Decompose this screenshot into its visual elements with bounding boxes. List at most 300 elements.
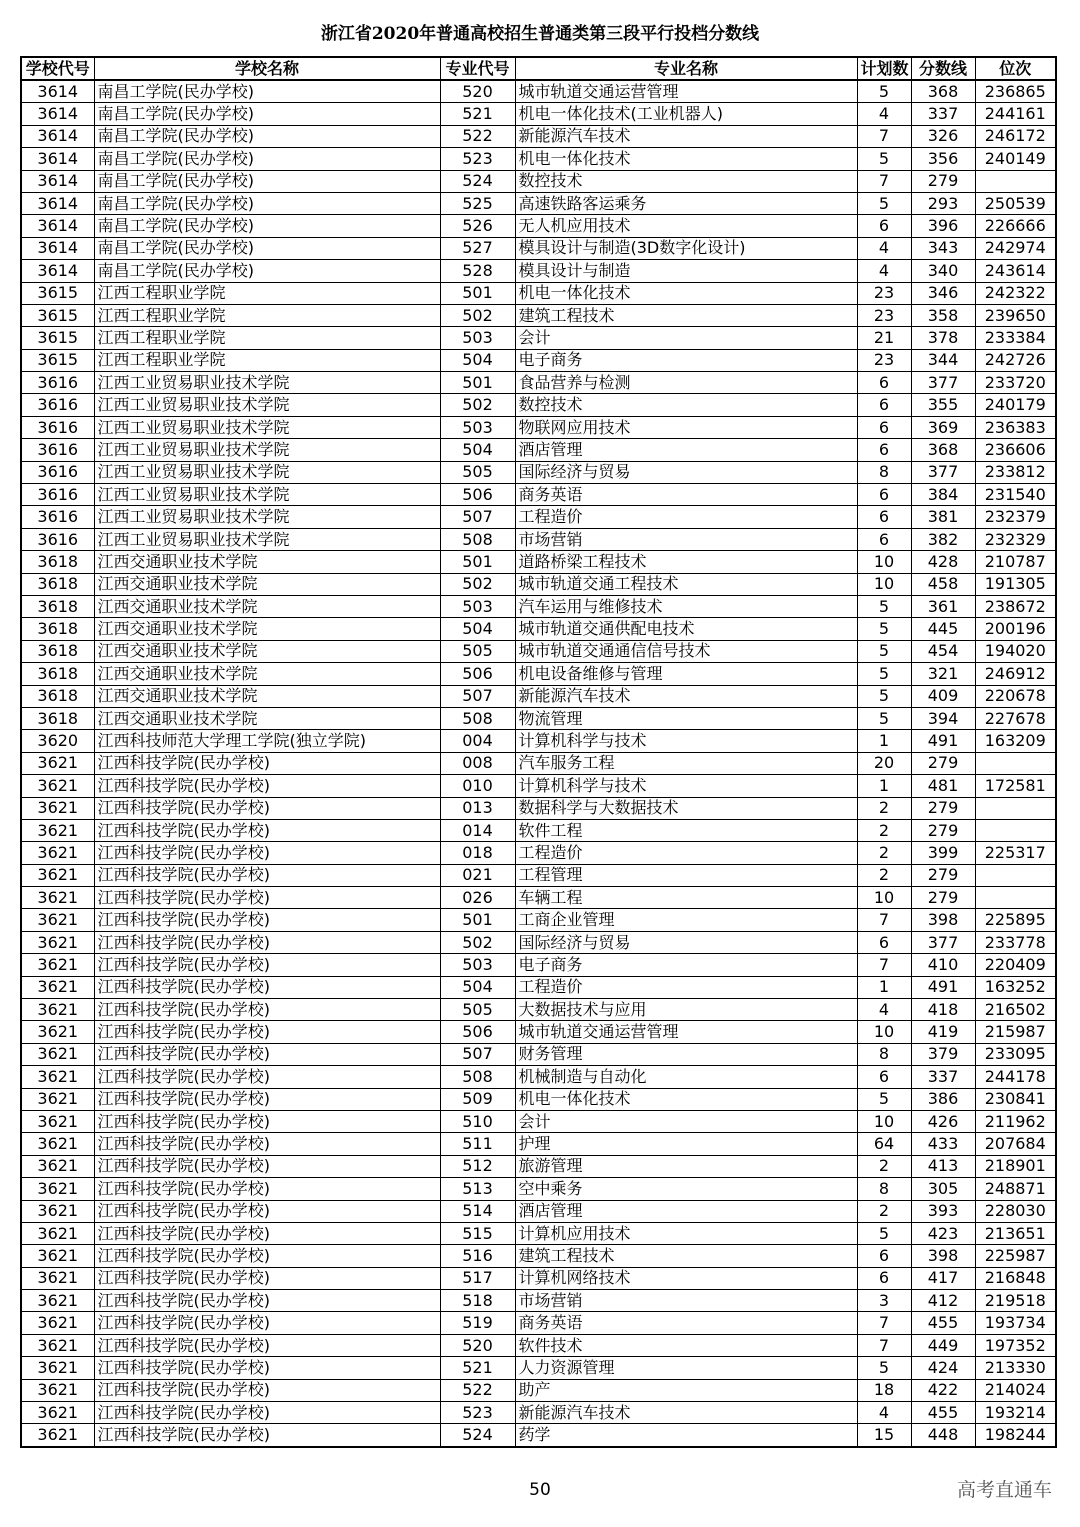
cell-score-line: 381 [911, 506, 975, 528]
cell-major-name: 工程管理 [515, 864, 857, 886]
table-row [21, 573, 1056, 595]
table-header-row [21, 57, 1056, 80]
cell-score-line: 340 [911, 260, 975, 282]
cell-school-code: 3615 [21, 349, 94, 371]
table-row [21, 797, 1056, 819]
cell-rank: 239650 [975, 304, 1056, 326]
cell-school-code: 3615 [21, 327, 94, 349]
cell-plan-count: 10 [857, 1110, 911, 1132]
cell-plan-count: 2 [857, 842, 911, 864]
cell-major-code: 508 [440, 707, 515, 729]
cell-rank: 242974 [975, 237, 1056, 259]
cell-plan-count: 23 [857, 349, 911, 371]
cell-plan-count: 6 [857, 372, 911, 394]
cell-plan-count: 7 [857, 125, 911, 147]
cell-major-code: 503 [440, 416, 515, 438]
cell-rank: 227678 [975, 707, 1056, 729]
cell-score-line: 368 [911, 439, 975, 461]
cell-school-name: 江西科技学院(民办学校) [94, 1267, 440, 1289]
cell-score-line: 369 [911, 416, 975, 438]
cell-major-name: 空中乘务 [515, 1178, 857, 1200]
cell-score-line: 409 [911, 685, 975, 707]
cell-major-code: 506 [440, 1021, 515, 1043]
cell-rank: 233812 [975, 461, 1056, 483]
watermark: 高考直通车 [956, 1479, 1052, 1501]
cell-rank: 198244 [975, 1424, 1056, 1447]
cell-plan-count: 64 [857, 1133, 911, 1155]
cell-score-line: 377 [911, 461, 975, 483]
cell-school-code: 3621 [21, 1133, 94, 1155]
cell-major-code: 508 [440, 528, 515, 550]
cell-major-code: 504 [440, 439, 515, 461]
table-row [21, 819, 1056, 841]
cell-rank: 200196 [975, 618, 1056, 640]
cell-school-code: 3616 [21, 439, 94, 461]
cell-score-line: 423 [911, 1222, 975, 1244]
cell-rank: 242322 [975, 282, 1056, 304]
cell-rank: 191305 [975, 573, 1056, 595]
cell-plan-count: 7 [857, 909, 911, 931]
cell-plan-count: 5 [857, 640, 911, 662]
cell-major-code: 505 [440, 640, 515, 662]
table-row [21, 1110, 1056, 1132]
cell-school-code: 3621 [21, 1379, 94, 1401]
cell-plan-count: 1 [857, 775, 911, 797]
cell-score-line: 481 [911, 775, 975, 797]
cell-rank: 225987 [975, 1245, 1056, 1267]
cell-rank [975, 887, 1056, 909]
cell-rank: 250539 [975, 192, 1056, 214]
cell-school-name: 江西科技学院(民办学校) [94, 775, 440, 797]
cell-score-line: 399 [911, 842, 975, 864]
cell-school-name: 江西工程职业学院 [94, 327, 440, 349]
table-row [21, 1402, 1056, 1424]
cell-score-line: 293 [911, 192, 975, 214]
cell-plan-count: 5 [857, 595, 911, 617]
cell-school-code: 3621 [21, 1110, 94, 1132]
cell-major-code: 018 [440, 842, 515, 864]
cell-school-code: 3615 [21, 282, 94, 304]
cell-score-line: 361 [911, 595, 975, 617]
cell-school-code: 3621 [21, 797, 94, 819]
table-row [21, 730, 1056, 752]
cell-plan-count: 10 [857, 887, 911, 909]
cell-school-name: 江西科技学院(民办学校) [94, 752, 440, 774]
cell-major-name: 酒店管理 [515, 1200, 857, 1222]
table-row [21, 887, 1056, 909]
cell-school-code: 3618 [21, 573, 94, 595]
cell-plan-count: 4 [857, 237, 911, 259]
cell-score-line: 305 [911, 1178, 975, 1200]
cell-school-name: 江西工业贸易职业技术学院 [94, 416, 440, 438]
cell-score-line: 433 [911, 1133, 975, 1155]
cell-rank: 226666 [975, 215, 1056, 237]
cell-major-name: 新能源汽车技术 [515, 685, 857, 707]
cell-school-name: 江西科技学院(民办学校) [94, 1200, 440, 1222]
cell-school-name: 江西科技学院(民办学校) [94, 976, 440, 998]
cell-plan-count: 2 [857, 819, 911, 841]
table-row [21, 148, 1056, 170]
cell-major-name: 工商企业管理 [515, 909, 857, 931]
cell-major-name: 工程造价 [515, 976, 857, 998]
cell-major-name: 数据科学与大数据技术 [515, 797, 857, 819]
cell-school-code: 3621 [21, 1312, 94, 1334]
cell-major-name: 助产 [515, 1379, 857, 1401]
cell-school-code: 3614 [21, 192, 94, 214]
table-row [21, 372, 1056, 394]
header-rank: 位次 [975, 57, 1056, 80]
cell-major-name: 电子商务 [515, 349, 857, 371]
cell-major-code: 508 [440, 1066, 515, 1088]
table-row [21, 1222, 1056, 1244]
cell-major-code: 501 [440, 372, 515, 394]
cell-score-line: 378 [911, 327, 975, 349]
cell-school-code: 3614 [21, 80, 94, 103]
table-row [21, 618, 1056, 640]
cell-score-line: 377 [911, 931, 975, 953]
cell-rank: 232379 [975, 506, 1056, 528]
cell-school-name: 江西交通职业技术学院 [94, 551, 440, 573]
cell-plan-count: 4 [857, 103, 911, 125]
cell-school-code: 3621 [21, 819, 94, 841]
cell-rank: 248871 [975, 1178, 1056, 1200]
cell-school-name: 江西交通职业技术学院 [94, 618, 440, 640]
cell-major-code: 515 [440, 1222, 515, 1244]
cell-major-code: 519 [440, 1312, 515, 1334]
cell-score-line: 424 [911, 1357, 975, 1379]
cell-score-line: 382 [911, 528, 975, 550]
cell-school-name: 江西工业贸易职业技术学院 [94, 372, 440, 394]
cell-plan-count: 7 [857, 954, 911, 976]
cell-score-line: 454 [911, 640, 975, 662]
cell-school-name: 江西科技学院(民办学校) [94, 999, 440, 1021]
cell-major-name: 工程造价 [515, 842, 857, 864]
header-major-code: 专业代号 [440, 57, 515, 80]
cell-school-name: 江西科技学院(民办学校) [94, 1133, 440, 1155]
cell-school-name: 江西科技学院(民办学校) [94, 1110, 440, 1132]
cell-major-code: 503 [440, 954, 515, 976]
cell-school-name: 南昌工学院(民办学校) [94, 237, 440, 259]
cell-plan-count: 10 [857, 1021, 911, 1043]
cell-plan-count: 23 [857, 282, 911, 304]
cell-major-code: 501 [440, 909, 515, 931]
cell-major-code: 505 [440, 461, 515, 483]
cell-major-code: 026 [440, 887, 515, 909]
cell-school-name: 江西交通职业技术学院 [94, 640, 440, 662]
cell-plan-count: 6 [857, 1267, 911, 1289]
cell-rank: 225317 [975, 842, 1056, 864]
cell-major-name: 城市轨道交通通信信号技术 [515, 640, 857, 662]
cell-major-code: 507 [440, 685, 515, 707]
cell-plan-count: 3 [857, 1290, 911, 1312]
cell-major-name: 计算机科学与技术 [515, 775, 857, 797]
table-row [21, 685, 1056, 707]
cell-major-name: 城市轨道交通工程技术 [515, 573, 857, 595]
cell-school-name: 江西科技学院(民办学校) [94, 1357, 440, 1379]
cell-score-line: 279 [911, 752, 975, 774]
cell-major-code: 004 [440, 730, 515, 752]
cell-plan-count: 5 [857, 1088, 911, 1110]
header-major-name: 专业名称 [515, 57, 857, 80]
cell-major-name: 物联网应用技术 [515, 416, 857, 438]
cell-major-name: 商务英语 [515, 484, 857, 506]
table-row [21, 416, 1056, 438]
cell-school-code: 3621 [21, 1267, 94, 1289]
cell-school-code: 3618 [21, 640, 94, 662]
cell-plan-count: 21 [857, 327, 911, 349]
cell-score-line: 455 [911, 1312, 975, 1334]
cell-plan-count: 10 [857, 551, 911, 573]
cell-major-code: 014 [440, 819, 515, 841]
cell-major-name: 食品营养与检测 [515, 372, 857, 394]
cell-major-name: 城市轨道交通运营管理 [515, 80, 857, 103]
cell-major-name: 酒店管理 [515, 439, 857, 461]
cell-major-name: 汽车服务工程 [515, 752, 857, 774]
cell-plan-count: 5 [857, 1222, 911, 1244]
cell-major-code: 522 [440, 1379, 515, 1401]
table-row [21, 1379, 1056, 1401]
cell-major-name: 商务英语 [515, 1312, 857, 1334]
cell-plan-count: 23 [857, 304, 911, 326]
cell-major-name: 模具设计与制造 [515, 260, 857, 282]
cell-major-code: 502 [440, 304, 515, 326]
cell-school-code: 3618 [21, 595, 94, 617]
cell-major-code: 518 [440, 1290, 515, 1312]
cell-major-name: 汽车运用与维修技术 [515, 595, 857, 617]
cell-score-line: 413 [911, 1155, 975, 1177]
cell-school-code: 3621 [21, 931, 94, 953]
cell-rank: 193734 [975, 1312, 1056, 1334]
cell-major-name: 高速铁路客运乘务 [515, 192, 857, 214]
cell-major-name: 机电一体化技术 [515, 282, 857, 304]
cell-school-code: 3620 [21, 730, 94, 752]
cell-rank: 233095 [975, 1043, 1056, 1065]
table-row [21, 125, 1056, 147]
cell-major-name: 旅游管理 [515, 1155, 857, 1177]
cell-school-name: 江西科技学院(民办学校) [94, 887, 440, 909]
table-row [21, 439, 1056, 461]
cell-major-code: 525 [440, 192, 515, 214]
cell-plan-count: 7 [857, 1334, 911, 1356]
cell-score-line: 337 [911, 103, 975, 125]
cell-school-name: 江西科技师范大学理工学院(独立学院) [94, 730, 440, 752]
cell-major-code: 506 [440, 663, 515, 685]
cell-score-line: 321 [911, 663, 975, 685]
table-row [21, 215, 1056, 237]
cell-score-line: 428 [911, 551, 975, 573]
cell-major-code: 510 [440, 1110, 515, 1132]
cell-plan-count: 20 [857, 752, 911, 774]
cell-score-line: 393 [911, 1200, 975, 1222]
cell-school-code: 3618 [21, 707, 94, 729]
table-row [21, 237, 1056, 259]
cell-major-code: 526 [440, 215, 515, 237]
table-row [21, 752, 1056, 774]
cell-rank: 243614 [975, 260, 1056, 282]
cell-major-code: 502 [440, 394, 515, 416]
table-row [21, 1357, 1056, 1379]
cell-major-name: 软件技术 [515, 1334, 857, 1356]
cell-score-line: 346 [911, 282, 975, 304]
cell-major-code: 521 [440, 103, 515, 125]
table-row [21, 170, 1056, 192]
table-row [21, 1066, 1056, 1088]
cell-score-line: 337 [911, 1066, 975, 1088]
table-row [21, 260, 1056, 282]
cell-school-code: 3614 [21, 237, 94, 259]
cell-score-line: 448 [911, 1424, 975, 1447]
table-row [21, 282, 1056, 304]
cell-major-code: 502 [440, 573, 515, 595]
cell-plan-count: 7 [857, 170, 911, 192]
cell-school-name: 南昌工学院(民办学校) [94, 215, 440, 237]
cell-plan-count: 1 [857, 730, 911, 752]
cell-rank: 244161 [975, 103, 1056, 125]
cell-plan-count: 5 [857, 707, 911, 729]
cell-major-code: 503 [440, 327, 515, 349]
cell-school-name: 江西科技学院(民办学校) [94, 909, 440, 931]
cell-plan-count: 6 [857, 416, 911, 438]
cell-rank: 233720 [975, 372, 1056, 394]
table-row [21, 484, 1056, 506]
cell-rank: 225895 [975, 909, 1056, 931]
cell-major-name: 机械制造与自动化 [515, 1066, 857, 1088]
cell-rank [975, 797, 1056, 819]
cell-major-name: 机电一体化技术(工业机器人) [515, 103, 857, 125]
cell-major-code: 507 [440, 506, 515, 528]
table-row [21, 506, 1056, 528]
cell-major-code: 504 [440, 349, 515, 371]
cell-rank: 219518 [975, 1290, 1056, 1312]
cell-major-name: 计算机网络技术 [515, 1267, 857, 1289]
cell-score-line: 279 [911, 887, 975, 909]
cell-plan-count: 8 [857, 461, 911, 483]
table-row [21, 1088, 1056, 1110]
cell-school-code: 3614 [21, 103, 94, 125]
cell-major-name: 会计 [515, 1110, 857, 1132]
cell-school-code: 3618 [21, 551, 94, 573]
cell-major-code: 514 [440, 1200, 515, 1222]
cell-school-code: 3621 [21, 999, 94, 1021]
cell-school-name: 江西科技学院(民办学校) [94, 931, 440, 953]
cell-rank: 216848 [975, 1267, 1056, 1289]
cell-rank: 230841 [975, 1088, 1056, 1110]
cell-school-code: 3616 [21, 506, 94, 528]
cell-major-name: 新能源汽车技术 [515, 1402, 857, 1424]
cell-major-code: 506 [440, 484, 515, 506]
table-row [21, 349, 1056, 371]
cell-plan-count: 2 [857, 1200, 911, 1222]
cell-rank: 216502 [975, 999, 1056, 1021]
cell-major-code: 517 [440, 1267, 515, 1289]
cell-major-code: 524 [440, 1424, 515, 1447]
table-row [21, 909, 1056, 931]
cell-score-line: 398 [911, 909, 975, 931]
cell-school-name: 江西科技学院(民办学校) [94, 864, 440, 886]
table-row [21, 1267, 1056, 1289]
table-row [21, 528, 1056, 550]
cell-plan-count: 6 [857, 394, 911, 416]
cell-school-code: 3621 [21, 887, 94, 909]
cell-major-code: 523 [440, 1402, 515, 1424]
cell-score-line: 384 [911, 484, 975, 506]
cell-rank: 218901 [975, 1155, 1056, 1177]
cell-plan-count: 6 [857, 931, 911, 953]
cell-school-code: 3618 [21, 663, 94, 685]
cell-rank: 211962 [975, 1110, 1056, 1132]
table-row [21, 80, 1056, 103]
table-row [21, 1334, 1056, 1356]
cell-score-line: 445 [911, 618, 975, 640]
cell-school-name: 江西工业贸易职业技术学院 [94, 528, 440, 550]
cell-school-name: 南昌工学院(民办学校) [94, 148, 440, 170]
cell-school-name: 江西科技学院(民办学校) [94, 1379, 440, 1401]
header-plan-count: 计划数 [857, 57, 911, 80]
table-row [21, 1290, 1056, 1312]
cell-school-name: 江西科技学院(民办学校) [94, 1043, 440, 1065]
cell-school-name: 江西交通职业技术学院 [94, 685, 440, 707]
cell-school-code: 3614 [21, 148, 94, 170]
cell-score-line: 355 [911, 394, 975, 416]
cell-school-code: 3614 [21, 170, 94, 192]
cell-rank: 194020 [975, 640, 1056, 662]
cell-plan-count: 6 [857, 528, 911, 550]
table-row [21, 551, 1056, 573]
cell-score-line: 426 [911, 1110, 975, 1132]
cell-school-name: 江西交通职业技术学院 [94, 573, 440, 595]
cell-score-line: 410 [911, 954, 975, 976]
table-row [21, 103, 1056, 125]
cell-school-code: 3616 [21, 416, 94, 438]
cell-plan-count: 2 [857, 797, 911, 819]
header-school-name: 学校名称 [94, 57, 440, 80]
cell-school-name: 南昌工学院(民办学校) [94, 125, 440, 147]
cell-plan-count: 7 [857, 1312, 911, 1334]
cell-school-name: 南昌工学院(民办学校) [94, 170, 440, 192]
cell-rank [975, 170, 1056, 192]
cell-school-code: 3615 [21, 304, 94, 326]
cell-major-name: 国际经济与贸易 [515, 931, 857, 953]
table-row [21, 663, 1056, 685]
cell-school-name: 江西科技学院(民办学校) [94, 1178, 440, 1200]
cell-major-code: 501 [440, 551, 515, 573]
cell-school-code: 3621 [21, 1178, 94, 1200]
cell-rank: 172581 [975, 775, 1056, 797]
cell-major-name: 电子商务 [515, 954, 857, 976]
cell-rank: 231540 [975, 484, 1056, 506]
cell-school-code: 3621 [21, 1088, 94, 1110]
cell-major-code: 010 [440, 775, 515, 797]
cell-rank: 193214 [975, 1402, 1056, 1424]
cell-major-name: 道路桥梁工程技术 [515, 551, 857, 573]
cell-school-code: 3621 [21, 842, 94, 864]
cell-plan-count: 5 [857, 663, 911, 685]
cell-rank: 210787 [975, 551, 1056, 573]
cell-rank: 213651 [975, 1222, 1056, 1244]
cell-school-name: 江西科技学院(民办学校) [94, 1155, 440, 1177]
cell-score-line: 491 [911, 730, 975, 752]
cell-rank [975, 819, 1056, 841]
document-title: 浙江省2020年普通高校招生普通类第三段平行投档分数线 [320, 24, 760, 44]
cell-school-code: 3618 [21, 685, 94, 707]
table-row [21, 461, 1056, 483]
cell-school-name: 江西科技学院(民办学校) [94, 1222, 440, 1244]
cell-major-code: 520 [440, 80, 515, 103]
cell-school-code: 3614 [21, 125, 94, 147]
cell-school-code: 3621 [21, 1402, 94, 1424]
cell-score-line: 368 [911, 80, 975, 103]
cell-major-code: 502 [440, 931, 515, 953]
